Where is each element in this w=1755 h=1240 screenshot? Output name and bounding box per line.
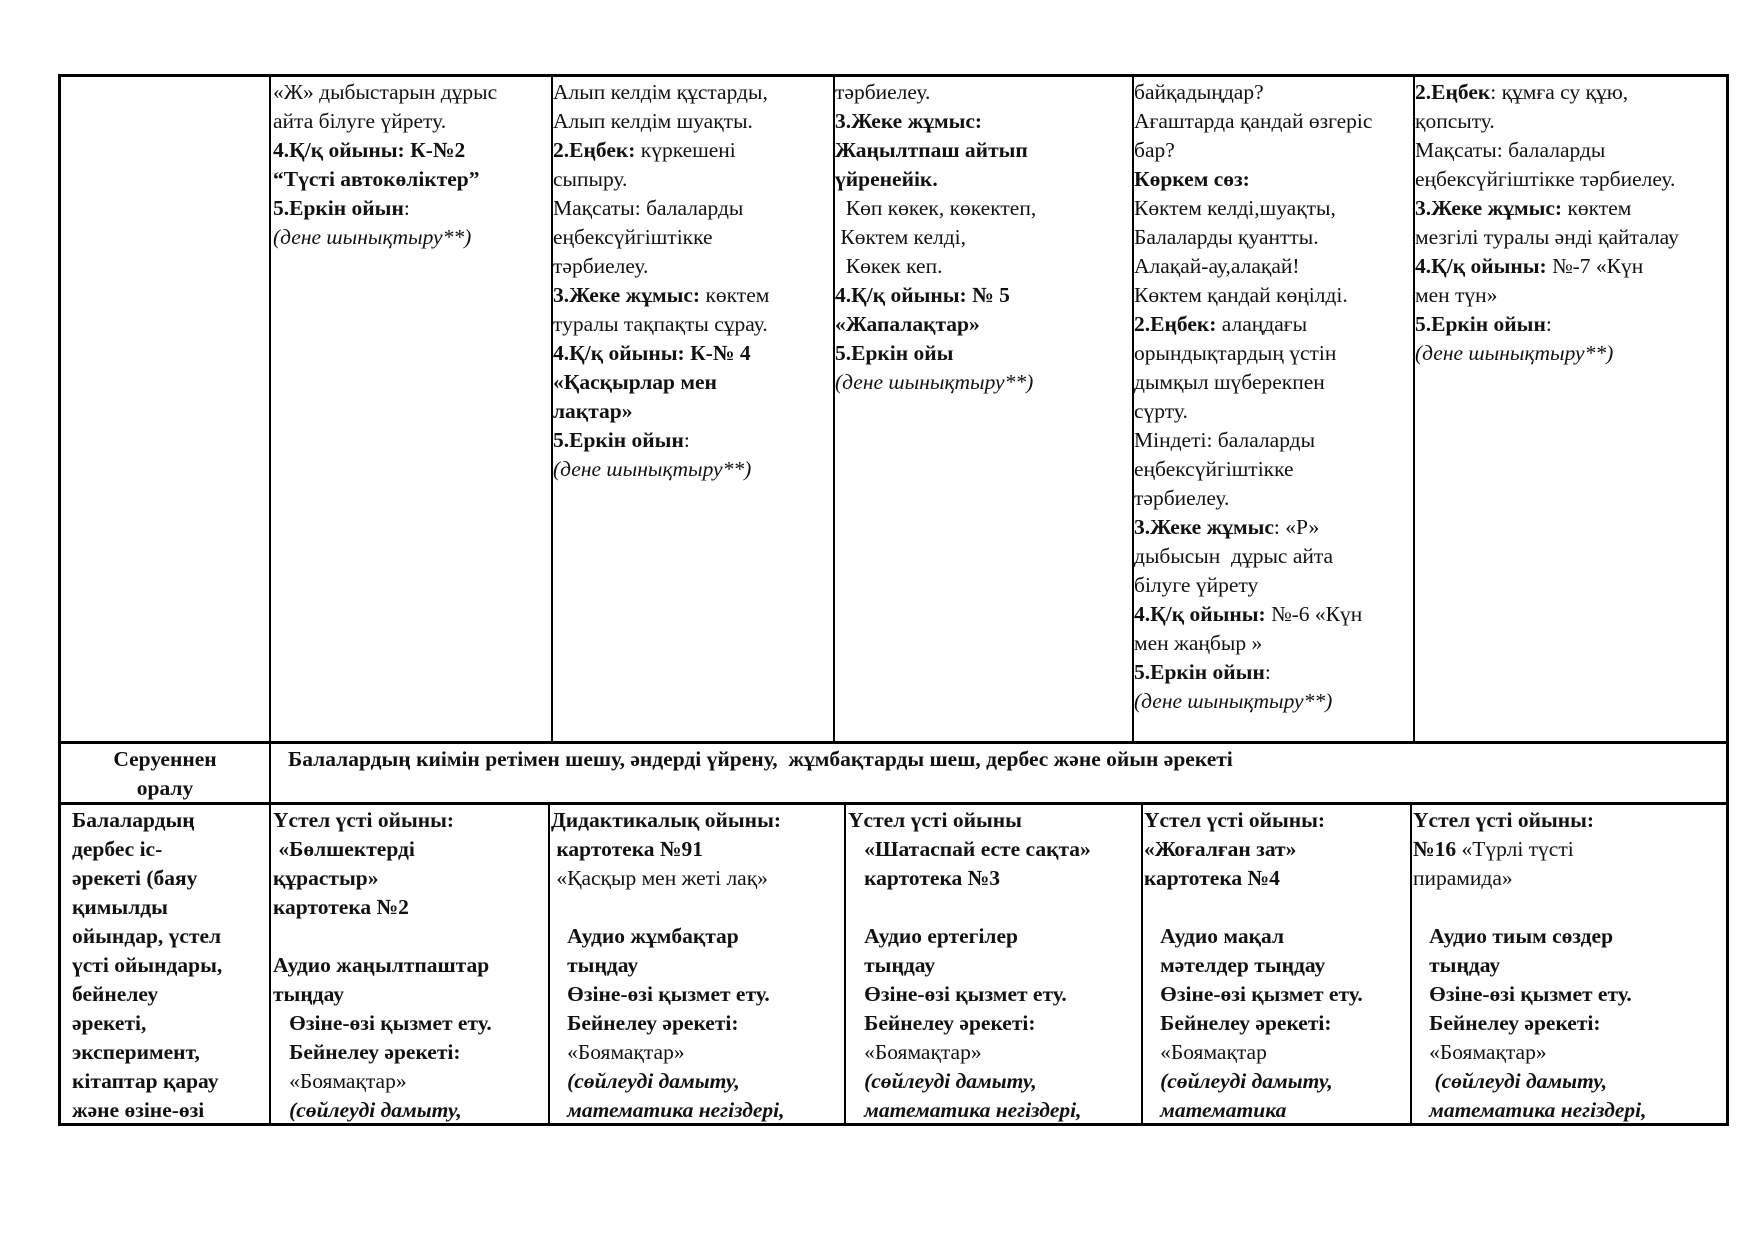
text-line — [1134, 629, 1412, 658]
text-line — [273, 1067, 547, 1096]
text-segment: картотека №3 — [848, 866, 1001, 890]
text-line — [848, 864, 1140, 893]
text-line — [1134, 165, 1412, 194]
text-segment: тыңдау — [1413, 953, 1501, 977]
text-segment: мезгілі туралы әнді қайталау — [1415, 225, 1679, 249]
text-segment: Балаларды қуантты. — [1134, 225, 1319, 249]
text-line — [1134, 339, 1412, 368]
r3-col-divider-3 — [844, 802, 846, 1125]
text-segment: (сөйлеуді дамыту, — [551, 1069, 740, 1093]
text-segment: құрастыр» — [273, 866, 379, 890]
text-segment: Аудио мақал — [1144, 924, 1285, 948]
text-line — [835, 194, 1130, 223]
r3-cell-col6 — [1413, 806, 1725, 1122]
text-segment: Мақсаты: балаларды — [1415, 138, 1606, 162]
text-line — [848, 980, 1140, 1009]
r1-cell-col3 — [553, 78, 831, 740]
text-line — [551, 980, 843, 1009]
text-line — [835, 252, 1130, 281]
text-segment: 3.Жеке жұмыс: — [553, 283, 701, 307]
text-segment: Міндеті: балаларды — [1134, 428, 1316, 452]
text-line — [835, 281, 1130, 310]
r3-col-divider-4 — [1141, 802, 1143, 1125]
text-segment: : — [683, 428, 690, 452]
text-line — [848, 893, 1140, 922]
text-line — [1134, 455, 1412, 484]
r3-cell-col3 — [551, 806, 843, 1122]
text-line — [553, 107, 831, 136]
text-segment: №16 — [1413, 837, 1457, 861]
text-line — [1413, 835, 1725, 864]
text-line — [835, 107, 1130, 136]
text-segment: Өзіне-өзі қызмет ету. — [848, 982, 1067, 1006]
text-segment: 5.Еркін ойы — [835, 341, 954, 365]
text-segment: “Түсті автокөліктер” — [273, 167, 480, 191]
text-segment: Көркем сөз: — [1134, 167, 1250, 191]
text-line — [273, 864, 547, 893]
text-segment: қимылды — [72, 895, 168, 919]
text-line — [1134, 542, 1412, 571]
text-line — [1144, 1067, 1409, 1096]
text-segment: қопсыту. — [1415, 109, 1495, 133]
text-segment: №-6 «Күн — [1265, 602, 1363, 626]
text-line — [1413, 922, 1725, 951]
text-line — [1415, 339, 1725, 368]
text-line — [72, 806, 268, 835]
r3-cell-col5 — [1144, 806, 1409, 1122]
text-line — [1134, 107, 1412, 136]
text-line — [1134, 600, 1412, 629]
text-line — [551, 951, 843, 980]
text-segment: «Боямақтар» — [551, 1040, 685, 1064]
text-segment: тыңдау — [273, 982, 345, 1006]
text-line — [1134, 310, 1412, 339]
text-line — [848, 1096, 1140, 1122]
text-line — [1134, 281, 1412, 310]
r3-cell-col4 — [848, 806, 1140, 1122]
text-line — [551, 835, 843, 864]
text-line — [72, 864, 268, 893]
r3-col-divider-2 — [548, 802, 550, 1125]
text-segment: 4.Қ/қ ойыны: К-№ 4 — [553, 341, 751, 365]
text-line — [72, 1096, 268, 1122]
text-segment: Алақай-ау,алақай! — [1134, 254, 1300, 278]
text-line — [1413, 893, 1725, 922]
text-segment: : — [403, 196, 410, 220]
text-line — [553, 194, 831, 223]
text-segment: Үстел үсті ойыны: — [1413, 808, 1595, 832]
text-segment: (дене шынықтыру**) — [1415, 341, 1614, 365]
text-line — [848, 1009, 1140, 1038]
text-segment: Аудио тиым сөздер — [1413, 924, 1614, 948]
text-segment: математика негіздері, — [1413, 1098, 1647, 1122]
text-segment: мен түн» — [1415, 283, 1498, 307]
text-line — [835, 368, 1130, 397]
text-segment: «Қасқыр мен жеті лақ» — [551, 866, 768, 890]
text-line — [72, 980, 268, 1009]
text-segment: дымқыл шүберекпен — [1134, 370, 1325, 394]
text-line — [1144, 1038, 1409, 1067]
text-segment: (сөйлеуді дамыту, — [848, 1069, 1037, 1093]
text-segment: туралы тақпақты сұрау. — [553, 312, 768, 336]
text-line — [551, 1067, 843, 1096]
text-segment: математика негіздері, — [551, 1098, 785, 1122]
text-line — [72, 951, 268, 980]
text-line — [1415, 223, 1725, 252]
text-line — [1415, 252, 1725, 281]
text-segment: Көктем келді,шуақты, — [1134, 196, 1336, 220]
text-line — [72, 922, 268, 951]
text-line — [835, 339, 1130, 368]
text-line — [551, 1009, 843, 1038]
text-segment: «Боямақтар» — [848, 1040, 982, 1064]
table-border-bottom — [58, 1123, 1729, 1126]
text-line — [848, 951, 1140, 980]
text-segment: Көп көкек, көкектеп, — [835, 196, 1037, 220]
text-segment: айта білуге үйрету. — [273, 109, 447, 133]
text-line — [72, 1009, 268, 1038]
text-line — [273, 194, 549, 223]
text-segment: «Шатаспай есте сақта» — [848, 837, 1091, 861]
text-line — [1144, 1009, 1409, 1038]
text-segment: «Түрлі түсті — [1456, 837, 1574, 861]
text-line — [848, 806, 1140, 835]
text-segment: Үстел үсті ойыны: — [1144, 808, 1326, 832]
text-segment: Аудио жаңылтпаштар — [273, 953, 490, 977]
text-line — [72, 1067, 268, 1096]
text-segment: Жаңылтпаш айтып — [835, 138, 1028, 162]
text-segment: лақтар» — [553, 399, 633, 423]
text-line — [1134, 513, 1412, 542]
text-segment: пирамида» — [1413, 866, 1513, 890]
text-segment: тыңдау — [848, 953, 936, 977]
text-line — [848, 1038, 1140, 1067]
text-segment: (дене шынықтыру**) — [553, 457, 752, 481]
text-line — [273, 1096, 547, 1122]
table-border-left — [58, 74, 61, 1126]
text-segment: ойындар, үстел — [72, 924, 222, 948]
text-segment: Бейнелеу әрекеті: — [1413, 1011, 1601, 1035]
text-segment: және өзіне-өзі — [72, 1098, 205, 1122]
text-line — [553, 455, 831, 484]
text-line — [551, 1096, 843, 1122]
r1-cell-col4 — [835, 78, 1130, 740]
text-segment: Үстел үсті ойыны — [848, 808, 1022, 832]
text-segment: 2.Еңбек: — [553, 138, 636, 162]
text-line — [273, 893, 547, 922]
text-line — [835, 136, 1130, 165]
text-line — [1413, 864, 1725, 893]
text-segment: әрекеті, — [72, 1011, 147, 1035]
text-segment: Көктем қандай көңілді. — [1134, 283, 1348, 307]
text-segment: байқадыңдар? — [1134, 80, 1264, 104]
text-segment: Көкек кеп. — [835, 254, 943, 278]
text-line — [551, 893, 843, 922]
text-segment: үйренейік. — [835, 167, 938, 191]
text-segment: Өзіне-өзі қызмет ету. — [551, 982, 770, 1006]
text-line — [551, 922, 843, 951]
text-line — [1144, 922, 1409, 951]
text-line — [1134, 687, 1412, 716]
text-line — [1134, 223, 1412, 252]
text-line — [1413, 1067, 1725, 1096]
content-text: Балалардың киімін ретімен шешу, әндерді үйрену, жұмбақтарды шеш, дербес және ойын әрекеті — [288, 747, 1233, 771]
text-line — [273, 951, 547, 980]
text-segment: Алып келдім шуақты. — [553, 109, 753, 133]
text-line — [1144, 835, 1409, 864]
text-line — [1413, 1038, 1725, 1067]
text-segment: Бейнелеу әрекеті: — [273, 1040, 461, 1064]
text-line — [273, 165, 549, 194]
text-line — [273, 107, 549, 136]
return-from-walk-label — [61, 745, 269, 801]
text-segment: (дене шынықтыру**) — [835, 370, 1034, 394]
text-segment: 3.Жеке жұмыс: — [1415, 196, 1563, 220]
text-line — [1134, 252, 1412, 281]
text-segment: : «Р» — [1273, 515, 1320, 539]
text-segment: кітаптар қарау — [72, 1069, 219, 1093]
text-segment: дыбысын дұрыс айта — [1134, 544, 1334, 568]
text-segment: Өзіне-өзі қызмет ету. — [1144, 982, 1363, 1006]
text-segment: «Боямақтар» — [273, 1069, 407, 1093]
text-line — [1134, 368, 1412, 397]
text-line — [1415, 194, 1725, 223]
text-line — [553, 426, 831, 455]
text-line — [553, 339, 831, 368]
text-segment: «Бөлшектерді — [273, 837, 415, 861]
text-segment: Бейнелеу әрекеті: — [551, 1011, 739, 1035]
text-segment: 2.Еңбек — [1415, 80, 1491, 104]
r3-col-divider-5 — [1410, 802, 1412, 1125]
text-line — [1415, 107, 1725, 136]
text-segment: 5.Еркін ойын — [553, 428, 684, 452]
text-line — [1134, 658, 1412, 687]
text-segment: Көктем келді, — [835, 225, 967, 249]
text-segment: көктем — [700, 283, 770, 307]
table-border-top — [58, 74, 1729, 77]
col-divider-1 — [269, 74, 271, 1126]
text-line — [553, 310, 831, 339]
text-segment: Өзіне-өзі қызмет ету. — [1413, 982, 1632, 1006]
text-line — [1415, 136, 1725, 165]
text-line — [1413, 1096, 1725, 1122]
text-segment: Балалардың — [72, 808, 195, 832]
text-line — [1413, 1009, 1725, 1038]
text-segment: : — [1545, 312, 1552, 336]
text-segment: картотека №4 — [1144, 866, 1280, 890]
text-line — [1415, 165, 1725, 194]
text-segment: : құмға су құю, — [1490, 80, 1629, 104]
text-segment: дербес іс- — [72, 837, 163, 861]
text-line — [1134, 571, 1412, 600]
text-line — [1134, 397, 1412, 426]
text-segment: Алып келдім құстарды, — [553, 80, 768, 104]
return-from-walk-content — [288, 745, 1718, 801]
text-line — [1134, 426, 1412, 455]
text-line — [273, 136, 549, 165]
text-line — [848, 835, 1140, 864]
text-line — [553, 252, 831, 281]
text-line — [1413, 980, 1725, 1009]
text-segment: еңбексүйгіштікке — [553, 225, 713, 249]
text-line — [273, 78, 549, 107]
label-line-1: Серуеннен — [113, 747, 217, 771]
text-segment: : — [1264, 660, 1271, 684]
text-segment: тыңдау — [551, 953, 639, 977]
text-segment: 4.Қ/қ ойыны: — [1415, 254, 1547, 278]
text-line — [551, 864, 843, 893]
text-segment: 4.Қ/қ ойыны: К-№2 — [273, 138, 466, 162]
text-line — [72, 893, 268, 922]
text-line — [835, 310, 1130, 339]
text-line — [273, 1009, 547, 1038]
text-segment: Дидактикалық ойыны: — [551, 808, 782, 832]
text-segment: (дене шынықтыру**) — [1134, 689, 1333, 713]
text-segment: «Жоғалған зат» — [1144, 837, 1297, 861]
text-line — [1144, 864, 1409, 893]
text-segment: тәрбиелеу. — [835, 80, 931, 104]
label-line-2: оралу — [136, 776, 194, 800]
text-segment: «Боямақтар» — [1413, 1040, 1547, 1064]
text-line — [553, 223, 831, 252]
text-line — [553, 165, 831, 194]
text-line — [553, 368, 831, 397]
text-line — [273, 835, 547, 864]
text-line — [1144, 951, 1409, 980]
text-line — [1144, 1096, 1409, 1122]
text-line — [551, 1038, 843, 1067]
text-segment: №-7 «Күн — [1546, 254, 1644, 278]
text-segment: «Қасқырлар мен — [553, 370, 717, 394]
text-line — [72, 835, 268, 864]
r3-cell-col2 — [273, 806, 547, 1122]
text-segment: «Жапалақтар» — [835, 312, 980, 336]
text-segment: сыпыру. — [553, 167, 628, 191]
text-line — [1415, 78, 1725, 107]
text-segment: Бейнелеу әрекеті: — [848, 1011, 1036, 1035]
text-segment: Мақсаты: балаларды — [553, 196, 744, 220]
text-line — [273, 223, 549, 252]
text-segment: 4.Қ/қ ойыны: — [1134, 602, 1266, 626]
text-segment: сүрту. — [1134, 399, 1188, 423]
text-segment: 3.Жеке жұмыс — [1134, 515, 1274, 539]
text-segment: эксперимент, — [72, 1040, 200, 1064]
text-segment: тәрбиелеу. — [1134, 486, 1230, 510]
text-segment: Бейнелеу әрекеті: — [1144, 1011, 1332, 1035]
text-segment: көктем — [1562, 196, 1632, 220]
text-line — [1134, 484, 1412, 513]
text-line — [848, 922, 1140, 951]
text-segment: бейнелеу — [72, 982, 159, 1006]
text-segment: 3.Жеке жұмыс: — [835, 109, 983, 133]
text-segment: 5.Еркін ойын — [273, 196, 404, 220]
text-segment: мәтелдер тыңдау — [1144, 953, 1326, 977]
text-line — [1413, 951, 1725, 980]
text-segment: Үстел үсті ойыны: — [273, 808, 455, 832]
row-divider-1 — [58, 741, 1729, 744]
text-line — [1144, 893, 1409, 922]
table-border-right — [1726, 74, 1729, 1126]
row-divider-2 — [58, 802, 1729, 805]
text-line — [551, 806, 843, 835]
text-line — [1144, 980, 1409, 1009]
text-segment: (дене шынықтыру**) — [273, 225, 472, 249]
text-segment: орындықтардың үстін — [1134, 341, 1337, 365]
text-segment: картотека №91 — [551, 837, 704, 861]
text-segment: математика негіздері, — [848, 1098, 1082, 1122]
text-segment: Ағаштарда қандай өзгеріс — [1134, 109, 1373, 133]
text-segment: еңбексүйгіштікке тәрбиелеу. — [1415, 167, 1676, 191]
text-segment: (сөйлеуді дамыту, — [273, 1098, 462, 1122]
text-line — [273, 806, 547, 835]
text-segment: (сөйлеуді дамыту, — [1144, 1069, 1333, 1093]
text-line — [1144, 806, 1409, 835]
text-segment: 4.Қ/қ ойыны: № 5 — [835, 283, 1010, 307]
text-segment: әрекеті (баяу — [72, 866, 198, 890]
text-segment: үсті ойындары, — [72, 953, 223, 977]
text-segment: «Ж» дыбыстарын дұрыс — [273, 80, 498, 104]
text-segment: картотека №2 — [273, 895, 409, 919]
text-segment: бар? — [1134, 138, 1175, 162]
text-line — [835, 223, 1130, 252]
text-segment: тәрбиелеу. — [553, 254, 649, 278]
text-segment: Аудио жұмбақтар — [551, 924, 739, 948]
text-segment: (сөйлеуді дамыту, — [1413, 1069, 1608, 1093]
text-line — [553, 397, 831, 426]
text-segment: 2.Еңбек: — [1134, 312, 1217, 336]
text-line — [273, 980, 547, 1009]
r1-cell-col2 — [273, 78, 549, 740]
text-line — [848, 1067, 1140, 1096]
text-line — [273, 922, 547, 951]
text-line — [1134, 78, 1412, 107]
text-segment: күркешені — [635, 138, 736, 162]
text-segment: еңбексүйгіштікке — [1134, 457, 1294, 481]
text-segment: «Боямақтар — [1144, 1040, 1267, 1064]
text-line — [273, 1038, 547, 1067]
text-segment: алаңдағы — [1216, 312, 1308, 336]
r3-cell-col1 — [72, 806, 268, 1122]
text-line — [553, 78, 831, 107]
text-line — [553, 281, 831, 310]
text-line — [1415, 310, 1725, 339]
text-line — [1413, 806, 1725, 835]
text-line — [835, 165, 1130, 194]
text-segment: математика — [1144, 1098, 1287, 1122]
text-line — [72, 1038, 268, 1067]
text-line — [553, 136, 831, 165]
text-line — [1134, 194, 1412, 223]
text-line — [1134, 136, 1412, 165]
text-line — [1415, 281, 1725, 310]
text-segment: 5.Еркін ойын — [1415, 312, 1546, 336]
text-segment: 5.Еркін ойын — [1134, 660, 1265, 684]
text-segment: Аудио ертегілер — [848, 924, 1018, 948]
text-segment: білуге үйрету — [1134, 573, 1259, 597]
r1-cell-col6 — [1415, 78, 1725, 740]
text-segment: мен жаңбыр » — [1134, 631, 1263, 655]
r1-cell-col5 — [1134, 78, 1412, 740]
text-line — [835, 78, 1130, 107]
text-segment: Өзіне-өзі қызмет ету. — [273, 1011, 492, 1035]
